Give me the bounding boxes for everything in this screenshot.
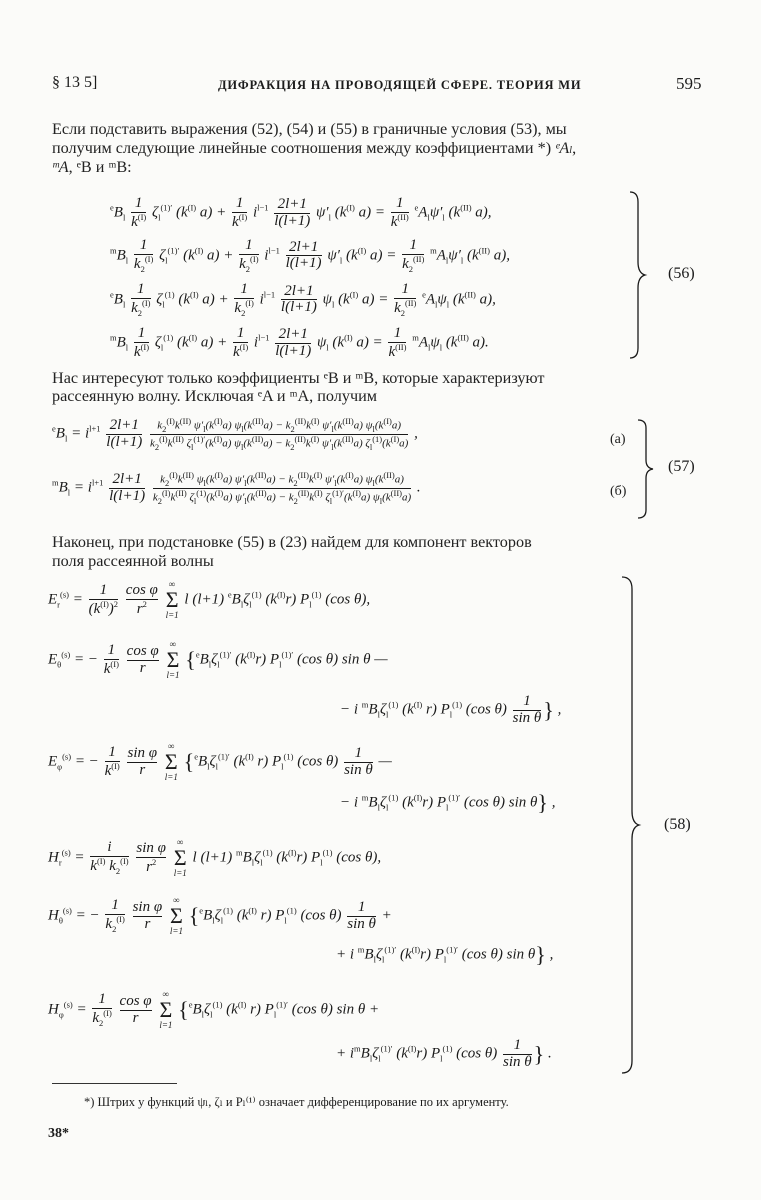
equation-58-Ephi-2: − i $^mB_l\zeta_l^{(1)}$ $(k^{(I)}r)$ $P_l^{(1)'}$ (cos θ) sin θ} , xyxy=(340,790,556,815)
final-text-line-2: поля рассеянной волны xyxy=(52,552,214,570)
equation-58-Hr: $H_r^{(s)}$ = $\frac{i}{k^{(I)} k_2^{(I)}}$ $\frac{\text{sin φ}}{r^2}$ ∞ Σ l=1 l (l+1) $^mB_l\zeta_l^{(1)}$ $(k^{(I)}r)$ $P_l^{(1)}$ (cos θ), xyxy=(48,837,382,878)
equation-58-Hphi-1: $H_\varphi^{(s)}$ = $\frac{1}{k_2^{(I)}}$ $\frac{\text{cos φ}}{r}$ ∞ Σ l=1 {$^eB_l\zeta_l^{(1)}$ ($k^{(I)}$ r) $P_l^{(1)'}$ (cos θ) sin θ + xyxy=(48,989,380,1030)
equation-58-Etheta-2: − i $^mB_l\zeta_l^{(1)}$ ($k^{(I)}$ r) $P_l^{(1)}$ (cos θ) $\frac{1}{\text{sin θ}}$ } , xyxy=(340,693,562,726)
brace-57 xyxy=(636,418,656,520)
equation-57-number: (57) xyxy=(668,458,695,475)
middle-text-line-2: рассеянную волну. Исключая ᵉA и ᵐA, получим xyxy=(52,387,378,405)
equation-57b: $^mB_l = i^{l+1}$ $\frac{2l+1}{l(l+1)}$ $k_2^{(I)}k^{(II)}$ $\psi_l(k^{(I)}a) \psi'_l(k^{(II)}a) - k_2^{(II)}k^{(I)}$ $\psi'_l(k^{(I)}a)$ $\psi_l(k^{(II)}a)$ $k_2^{(I)}k^{(II)}$ $\zeta_l^{(1)}(k^{(I)}a) \psi'_l(k^{(II)}a) - k_2^{(II)}k^{(I)}$ $\zeta_l^{(1)'}(k^{(I)}a)$ $\psi_l(k^{(II)}a)$ . xyxy=(52,470,421,506)
equation-56-line-2: $^mB_l$ $\frac{1}{k_2^{(I)}}$ $\zeta_l^{(1)'}$ ($k^{(I)}$ a) + $\frac{1}{k_2^{(I)}}$ $i^{l-1}$ $\frac{2l+1}{l(l+1)}$ $\psi'_l$ ($k^{(I)}$ a) = $\frac{1}{k_2^{(II)}}$ $^mA_l\psi'_l$ ($k^{(II)}$ a), xyxy=(110,237,510,274)
footnote: *) Штрих у функций ψₗ, ζₗ и Pₗ⁽¹⁾ означает дифференцирование по их аргументу. xyxy=(84,1095,509,1109)
final-text-line-1: Наконец, при подстановке (55) в (23) найдем для компонент векторов xyxy=(52,533,532,551)
intro-text-line-2: получим следующие линейные соотношения между коэффициентами *) ᵉAl, xyxy=(52,139,577,157)
intro-text-line-2-body: получим следующие линейные соотношения между коэффициентами *) xyxy=(52,139,556,157)
page-number: 595 xyxy=(676,74,702,93)
intro-text-line-3-body: , ᵉB и ᵐB: xyxy=(68,158,132,176)
intro-text-line-3 xyxy=(52,158,132,177)
middle-text-line-1: Нас интересуют только коэффициенты ᵉB и ᵐB, которые характеризуют xyxy=(52,369,545,387)
intro-var-mA: ᵐA xyxy=(52,158,69,176)
equation-56-line-4: $^mB_l$ $\frac{1}{k^{(I)}}$ $\zeta_l^{(1)}$ ($k^{(I)}$ a) + $\frac{1}{k^{(I)}}$ $i^{l-1}$ $\frac{2l+1}{l(l+1)}$ $\psi_l$ ($k^{(I)}$ a) = $\frac{1}{k^{(II)}}$ $^mA_l\psi_l$ ($k^{(II)}$ a). xyxy=(110,325,489,360)
equation-58-number: (58) xyxy=(664,816,691,833)
equation-58-Htheta-2: + i $^mB_l\zeta_l^{(1)'}$ $(k^{(I)}r)$ $P_l^{(1)'}$ (cos θ) sin θ} , xyxy=(336,942,554,967)
equation-57b-label: (б) xyxy=(610,484,627,499)
equation-56-line-3: $^eB_l$ $\frac{1}{k_2^{(I)}}$ $\zeta_l^{(1)}$ ($k^{(I)}$ a) + $\frac{1}{k_2^{(I)}}$ $i^{l-1}$ $\frac{2l+1}{l(l+1)}$ $\psi_l$ ($k^{(I)}$ a) = $\frac{1}{k_2^{(II)}}$ $^eA_l\psi_l$ ($k^{(II)}$ a), xyxy=(110,281,496,318)
intro-text-line-1: Если подставить выражения (52), (54) и (55) в граничные условия (53), мы xyxy=(52,120,567,138)
signature-mark: 38* xyxy=(48,1126,69,1141)
equation-58-Etheta-1: $E_\theta^{(s)}$ = − $\frac{1}{k^{(I)}}$ $\frac{\text{cos φ}}{r}$ ∞ Σ l=1 {$^eB_l\zeta_l^{(1)'}$ $(k^{(I)}r)$ $P_l^{(1)'}$ (cos θ) sin θ — xyxy=(48,639,388,680)
brace-58 xyxy=(620,575,642,1075)
equation-58-Er: $E_r^{(s)}$ = $\frac{1}{(k^{(I)})^2}$ $\frac{\text{cos φ}}{r^2}$ ∞ Σ l=1 l (l+1) $^eB_l\zeta_l^{(1)}$ $(k^{(I)}r)$ $P_l^{(1)}$ (cos θ), xyxy=(48,579,371,620)
brace-56 xyxy=(628,190,648,360)
equation-57a-label: (а) xyxy=(610,432,626,447)
footnote-rule xyxy=(52,1083,177,1084)
equation-56-line-1: $^eB_l$ $\frac{1}{k^{(I)}}$ $\zeta_l^{(1)'}$ ($k^{(I)}$ a) + $\frac{1}{k^{(I)}}$ $i^{l-1}$ $\frac{2l+1}{l(l+1)}$ $\psi'_l$ ($k^{(I)}$ a) = $\frac{1}{k^{(II)}}$ $^eA_l\psi'_l$ ($k^{(II)}$ a), xyxy=(110,195,492,230)
equation-57a: $^eB_l = i^{l+1}$ $\frac{2l+1}{l(l+1)}$ $k_2^{(I)}k^{(II)}$ $\psi'_l(k^{(I)}a) \psi_l(k^{(II)}a) - k_2^{(II)}k^{(I)}$ $\psi'_l(k^{(II)}a)$ $\psi_l(k^{(I)}a)$ $k_2^{(I)}k^{(II)}$ $\zeta_l^{(1)'}(k^{(I)}a) \psi_l(k^{(II)}a) - k_2^{(II)}k^{(I)}$ $\psi'_l(k^{(II)}a)$ $\zeta_l^{(1)}(k^{(I)}a)$ , xyxy=(52,416,418,452)
equation-58-Ephi-1: $E_\varphi^{(s)}$ = − $\frac{1}{k^{(I)}}$ $\frac{\text{sin φ}}{r}$ ∞ Σ l=1 {$^eB_l\zeta_l^{(1)'}$ ($k^{(I)}$ r) $P_l^{(1)}$ (cos θ) $\frac{1}{\text{sin θ}}$ — xyxy=(48,741,392,782)
equation-58-Hphi-2: + $i^mB_l\zeta_l^{(1)'}$ $(k^{(I)}r)$ $P_l^{(1)}$ (cos θ) $\frac{1}{\text{sin θ}}$ } . xyxy=(336,1037,552,1070)
equation-58-Htheta-1: $H_\theta^{(s)}$ = − $\frac{1}{k_2^{(I)}}$ $\frac{\text{sin φ}}{r}$ ∞ Σ l=1 {$^eB_l\zeta_l^{(1)}$ ($k^{(I)}$ r) $P_l^{(1)}$ (cos θ) $\frac{1}{\text{sin θ}}$ + xyxy=(48,895,392,936)
section-reference: § 13 5] xyxy=(52,74,98,91)
equation-56-number: (56) xyxy=(668,265,695,282)
running-title: ДИФРАКЦИЯ НА ПРОВОДЯЩЕЙ СФЕРЕ. ТЕОРИЯ МИ xyxy=(218,78,582,92)
intro-var-eA: ᵉA xyxy=(555,139,570,157)
